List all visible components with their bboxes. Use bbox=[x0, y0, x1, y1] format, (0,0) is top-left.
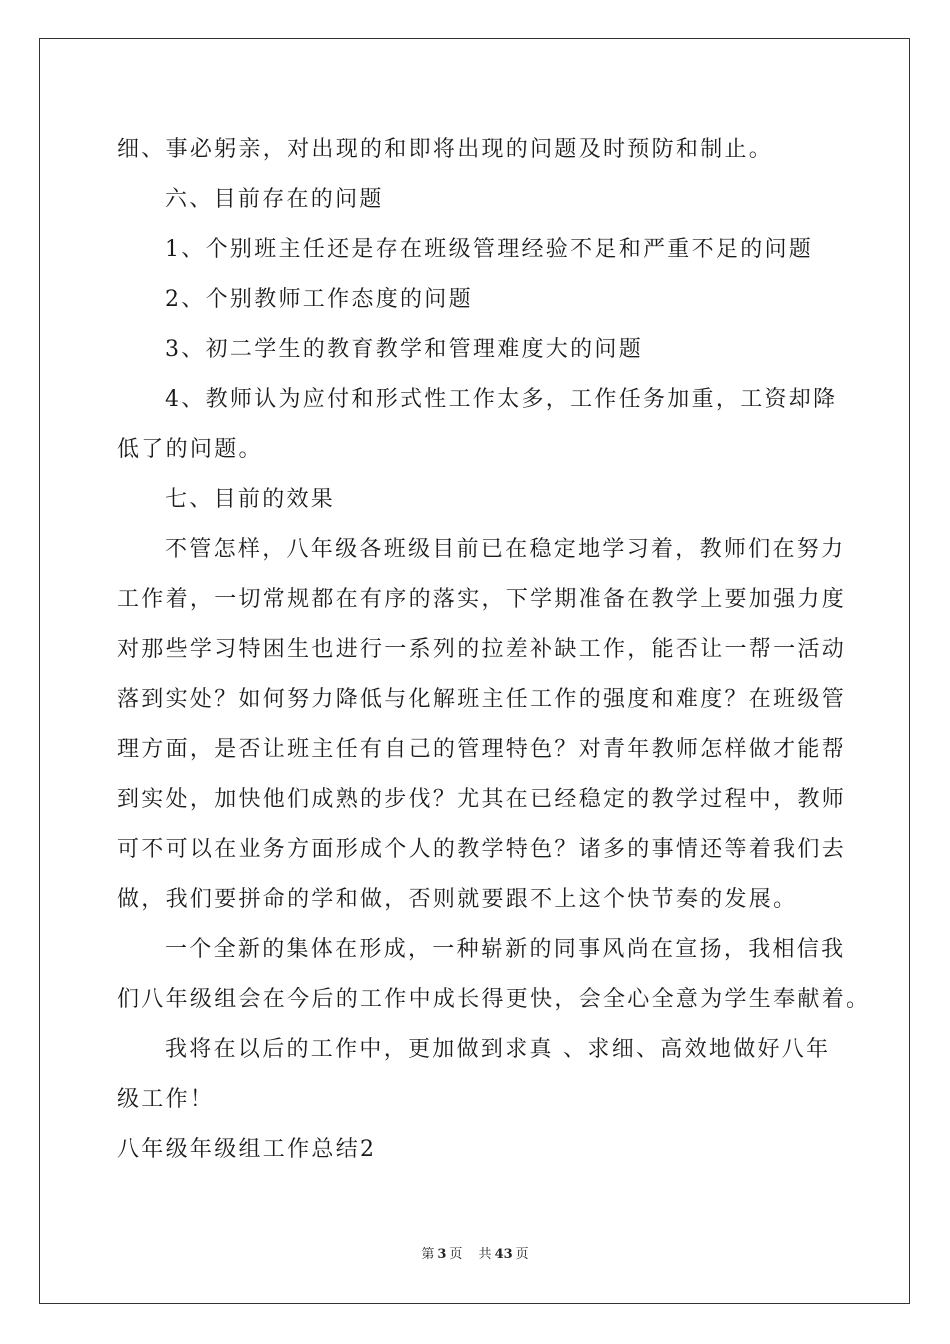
list-item: 4、教师认为应付和形式性工作太多，工作任务加重，工资却降 bbox=[165, 387, 838, 412]
paragraph-line: 工作着，一切常规都在有序的落实，下学期准备在教学上要加强力度 bbox=[117, 587, 847, 612]
total-indicator bbox=[476, 1247, 532, 1262]
paragraph-line: 做，我们要拼命的学和做，否则就要跟不上这个快节奏的发展。 bbox=[117, 887, 798, 912]
paragraph-line: 不管怎样，八年级各班级目前已在稳定地学习着，教师们在努力 bbox=[165, 537, 846, 562]
paragraph-line: 低了的问题。 bbox=[117, 437, 263, 462]
paragraph-line: 可不可以在业务方面形成个人的教学特色？诸多的事情还等着我们去 bbox=[117, 837, 847, 862]
paragraph-line: 细、事必躬亲，对出现的和即将出现的问题及时预防和制止。 bbox=[117, 137, 774, 162]
page-number: 3 bbox=[437, 1247, 447, 1262]
paragraph-line: 理方面，是否让班主任有自己的管理特色？对青年教师怎样做才能帮 bbox=[117, 737, 847, 762]
total-prefix: 共 bbox=[478, 1247, 492, 1262]
total-pages: 43 bbox=[494, 1247, 513, 1262]
page-footer bbox=[0, 1243, 950, 1262]
paragraph-line: 们八年级组会在今后的工作中成长得更快，会全心全意为学生奉献着。 bbox=[117, 987, 871, 1012]
paragraph-line: 对那些学习特困生也进行一系列的拉差补缺工作，能否让一帮一活动 bbox=[117, 637, 847, 662]
list-item: 3、初二学生的教育教学和管理难度大的问题 bbox=[165, 337, 643, 362]
paragraph-line: 我将在以后的工作中，更加做到求真 、求细、高效地做好八年 bbox=[165, 1037, 831, 1062]
paragraph-line: 到实处，加快他们成熟的步伐？尤其在已经稳定的教学过程中，教师 bbox=[117, 787, 847, 812]
page-suffix: 页 bbox=[449, 1247, 463, 1262]
section-heading-problems: 六、目前存在的问题 bbox=[165, 187, 384, 212]
section-heading-effects: 七、目前的效果 bbox=[165, 487, 336, 512]
next-section-title: 八年级年级组工作总结2 bbox=[117, 1137, 377, 1162]
page-indicator bbox=[418, 1247, 465, 1262]
paragraph-line: 一个全新的集体在形成，一种崭新的同事风尚在宣扬，我相信我 bbox=[165, 937, 846, 962]
total-suffix: 页 bbox=[515, 1247, 529, 1262]
list-item: 2、个别教师工作态度的问题 bbox=[165, 287, 473, 312]
paragraph-line: 级工作！ bbox=[117, 1087, 215, 1112]
page-prefix: 第 bbox=[421, 1247, 435, 1262]
list-item: 1、个别班主任还是存在班级管理经验不足和严重不足的问题 bbox=[165, 237, 814, 262]
paragraph-line: 落到实处？如何努力降低与化解班主任工作的强度和难度？在班级管 bbox=[117, 687, 847, 712]
